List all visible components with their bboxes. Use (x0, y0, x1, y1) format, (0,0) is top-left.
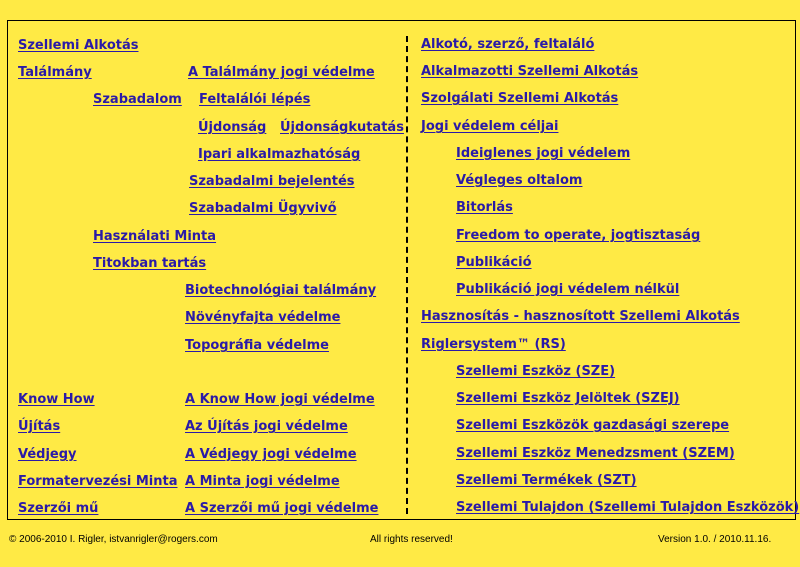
link-minta-jogi-vedelme[interactable]: A Minta jogi védelme (185, 474, 340, 489)
link-alkalmazotti-szellemi-alkotas[interactable]: Alkalmazotti Szellemi Alkotás (421, 64, 639, 79)
column-divider (406, 36, 408, 514)
link-szabadalmi-bejelentes[interactable]: Szabadalmi bejelentés (189, 174, 355, 189)
link-ujitas[interactable]: Újítás (18, 419, 61, 434)
link-publikacio[interactable]: Publikáció (456, 255, 532, 270)
link-publikacio-jogi-vedelem-nelkul[interactable]: Publikáció jogi védelem nélkül (456, 282, 680, 297)
link-szellemi-eszkoz-jeloltek[interactable]: Szellemi Eszköz Jelöltek (SZEJ) (456, 391, 680, 406)
link-hasznalati-minta[interactable]: Használati Minta (93, 229, 217, 244)
link-ujdonsag[interactable]: Újdonság (198, 120, 267, 135)
link-szolgalati-szellemi-alkotas[interactable]: Szolgálati Szellemi Alkotás (421, 91, 619, 106)
link-topografia-vedelme[interactable]: Topográfia védelme (185, 338, 329, 353)
footer-version: Version 1.0. / 2010.11.16. (658, 534, 772, 545)
link-szerzoi-mu[interactable]: Szerzői mű (18, 501, 99, 516)
link-bitorlas[interactable]: Bitorlás (456, 200, 513, 215)
link-biotechnologiai-talalmany[interactable]: Biotechnológiai találmány (185, 283, 377, 298)
link-ideiglenes-jogi-vedelem[interactable]: Ideiglenes jogi védelem (456, 146, 631, 161)
link-szellemi-termekek[interactable]: Szellemi Termékek (SZT) (456, 473, 637, 488)
link-szabadalmi-ugyvivo[interactable]: Szabadalmi Ügyvivő (189, 201, 337, 216)
link-formatervezesi-minta[interactable]: Formatervezési Minta (18, 474, 178, 489)
link-szellemi-eszkoz[interactable]: Szellemi Eszköz (SZE) (456, 364, 616, 379)
link-ujdonsagkutatas[interactable]: Újdonságkutatás (280, 120, 404, 135)
link-riglersystem[interactable]: Riglersystem™ (RS) (421, 337, 566, 352)
link-vegleges-oltalom[interactable]: Végleges oltalom (456, 173, 583, 188)
footer-copyright: © 2006-2010 I. Rigler, istvanrigler@rogers.com (9, 534, 218, 545)
link-freedom-to-operate[interactable]: Freedom to operate, jogtisztaság (456, 228, 701, 243)
link-vedjegy[interactable]: Védjegy (18, 447, 77, 462)
link-szerzoi-mu-jogi-vedelme[interactable]: A Szerzői mű jogi védelme (185, 501, 379, 516)
link-talalmany-jogi-vedelme[interactable]: A Találmány jogi védelme (188, 65, 375, 80)
link-szellemi-eszkoz-menedzsment[interactable]: Szellemi Eszköz Menedzsment (SZEM) (456, 446, 735, 461)
link-vedjegy-jogi-vedelme[interactable]: A Védjegy jogi védelme (185, 447, 357, 462)
link-know-how[interactable]: Know How (18, 392, 95, 407)
link-titokban-tartas[interactable]: Titokban tartás (93, 256, 207, 271)
link-talalmany[interactable]: Találmány (18, 65, 92, 80)
link-szellemi-tulajdon[interactable]: Szellemi Tulajdon (Szellemi Tulajdon Eszközök) (456, 500, 800, 515)
link-alkoto-szerzo-feltalalo[interactable]: Alkotó, szerző, feltaláló (421, 37, 595, 52)
link-novenyfajta-vedelme[interactable]: Növényfajta védelme (185, 310, 341, 325)
link-ipari-alkalmazhatosag[interactable]: Ipari alkalmazhatóság (198, 147, 361, 162)
link-know-how-jogi-vedelme[interactable]: A Know How jogi védelme (185, 392, 375, 407)
link-szellemi-alkotas[interactable]: Szellemi Alkotás (18, 38, 139, 53)
link-feltalaloi-lepes[interactable]: Feltalálói lépés (199, 92, 311, 107)
link-szellemi-eszkozok-gazdasagi-szerepe[interactable]: Szellemi Eszközök gazdasági szerepe (456, 418, 730, 433)
link-ujitas-jogi-vedelme[interactable]: Az Újítás jogi védelme (185, 419, 348, 434)
link-hasznositas[interactable]: Hasznosítás - hasznosított Szellemi Alkotás (421, 309, 740, 324)
link-szabadalom[interactable]: Szabadalom (93, 92, 182, 107)
link-jogi-vedelem-celjai[interactable]: Jogi védelem céljai (421, 119, 559, 134)
footer-rights: All rights reserved! (370, 534, 453, 545)
